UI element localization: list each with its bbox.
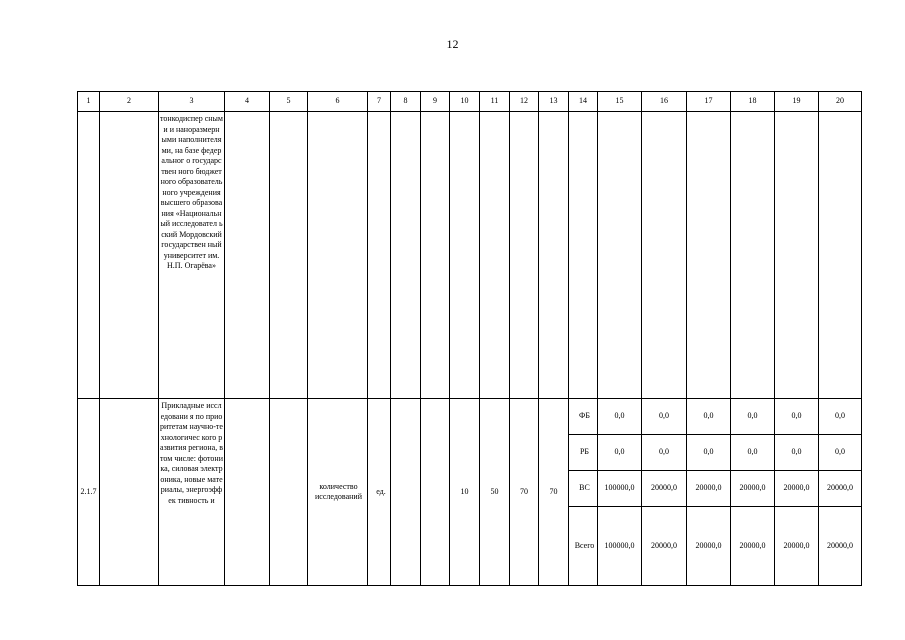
- header-cell: 12: [510, 92, 539, 112]
- funding-value: 20000,0: [731, 471, 775, 507]
- cell-empty: [270, 112, 308, 399]
- cell-empty: [819, 112, 862, 399]
- funding-value: 0,0: [598, 399, 642, 435]
- funding-source: ВС: [569, 471, 598, 507]
- program-table: [77, 91, 862, 586]
- cell-empty: [510, 112, 539, 399]
- header-cell: 6: [308, 92, 368, 112]
- funding-value: 20000,0: [687, 507, 731, 586]
- funding-value: 0,0: [642, 435, 687, 471]
- cell-empty: [450, 112, 480, 399]
- funding-value: 100000,0: [598, 507, 642, 586]
- unit: ед.: [368, 399, 391, 586]
- header-cell: 7: [368, 92, 391, 112]
- funding-value: 20000,0: [642, 471, 687, 507]
- header-cell: 14: [569, 92, 598, 112]
- funding-value: 20000,0: [642, 507, 687, 586]
- funding-source: РБ: [569, 435, 598, 471]
- cell-empty: [775, 112, 819, 399]
- table-row-2-1-7: [78, 399, 862, 435]
- funding-source: ФБ: [569, 399, 598, 435]
- cell-empty: [731, 112, 775, 399]
- value-col13: 70: [539, 399, 569, 586]
- funding-source: Всего: [569, 507, 598, 586]
- cell-empty: [421, 112, 450, 399]
- cell-empty: [308, 112, 368, 399]
- value-col10: 10: [450, 399, 480, 586]
- header-cell: 5: [270, 92, 308, 112]
- header-cell: 11: [480, 92, 510, 112]
- cell-empty: [100, 399, 159, 586]
- funding-value: 0,0: [775, 399, 819, 435]
- cell-description: [159, 112, 225, 399]
- funding-value: 0,0: [819, 399, 862, 435]
- funding-value: 0,0: [687, 399, 731, 435]
- cell-empty: [270, 399, 308, 586]
- cell-description: [159, 399, 225, 586]
- funding-value: 0,0: [642, 399, 687, 435]
- cell-empty: [391, 399, 421, 586]
- cell-empty: [391, 112, 421, 399]
- cell-empty: [687, 112, 731, 399]
- header-cell: 3: [159, 92, 225, 112]
- description-text: тонкодиспер сными и наноразмерн ыми наполнителя ми, на базе федеральног о государствен ного бюджетного образователь ного учреждения высшего образования «Национальн ый исследовател ьский Мордовский государствен ный университет им. Н.П. Огарёва»: [160, 114, 223, 270]
- header-cell: 8: [391, 92, 421, 112]
- header-cell: 20: [819, 92, 862, 112]
- value-col11: 50: [480, 399, 510, 586]
- description-text: Прикладные исследовани я по приоритетам научно-технологичес кого развития региона, в том числе: фотоника, силовая электроника, новые материалы, энергоэффек тивность и: [160, 401, 223, 505]
- cell-empty: [100, 112, 159, 399]
- header-cell: 13: [539, 92, 569, 112]
- funding-value: 20000,0: [819, 471, 862, 507]
- funding-value: 20000,0: [731, 507, 775, 586]
- value-col12: 70: [510, 399, 539, 586]
- cell-empty: [421, 399, 450, 586]
- funding-value: 20000,0: [687, 471, 731, 507]
- funding-value: 0,0: [819, 435, 862, 471]
- funding-value: 20000,0: [819, 507, 862, 586]
- header-cell: 1: [78, 92, 100, 112]
- cell-empty: [78, 112, 100, 399]
- header-cell: 17: [687, 92, 731, 112]
- funding-value: 20000,0: [775, 471, 819, 507]
- funding-value: 20000,0: [775, 507, 819, 586]
- row-number: 2.1.7: [78, 399, 100, 586]
- funding-value: 0,0: [731, 399, 775, 435]
- header-cell: 15: [598, 92, 642, 112]
- cell-empty: [225, 399, 270, 586]
- indicator-name: количество исследований: [308, 399, 368, 586]
- header-cell: 16: [642, 92, 687, 112]
- header-cell: 2: [100, 92, 159, 112]
- funding-value: 0,0: [687, 435, 731, 471]
- header-cell: 19: [775, 92, 819, 112]
- header-row: [78, 92, 862, 112]
- header-cell: 9: [421, 92, 450, 112]
- funding-value: 100000,0: [598, 471, 642, 507]
- cell-empty: [480, 112, 510, 399]
- funding-value: 0,0: [598, 435, 642, 471]
- cell-empty: [368, 112, 391, 399]
- cell-empty: [569, 112, 598, 399]
- funding-value: 0,0: [731, 435, 775, 471]
- cell-empty: [225, 112, 270, 399]
- header-cell: 18: [731, 92, 775, 112]
- funding-value: 0,0: [775, 435, 819, 471]
- cell-empty: [598, 112, 642, 399]
- header-cell: 4: [225, 92, 270, 112]
- table-row-continuation: [78, 112, 862, 399]
- cell-empty: [539, 112, 569, 399]
- header-cell: 10: [450, 92, 480, 112]
- cell-empty: [642, 112, 687, 399]
- page-number: 12: [446, 37, 459, 51]
